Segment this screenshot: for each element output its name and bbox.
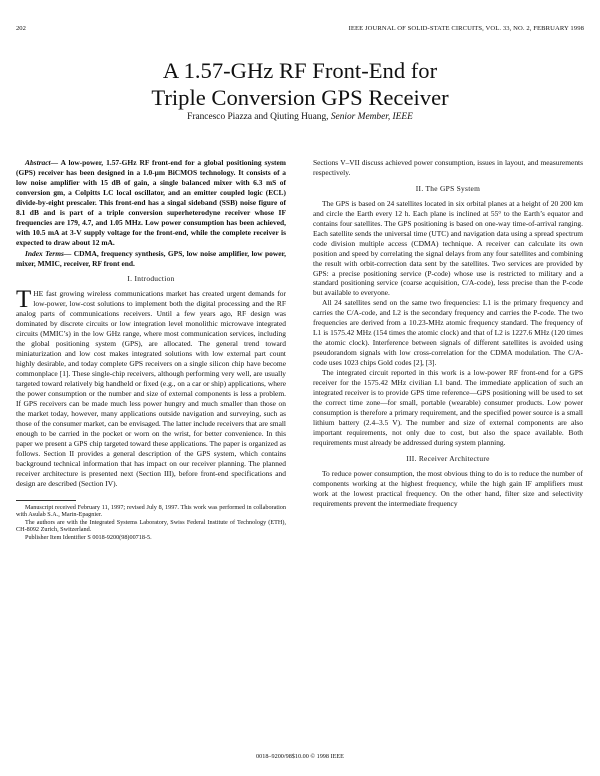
section-heading-gps-system: II. The GPS System: [415, 183, 481, 193]
introduction-text: HE fast growing wireless communications market has created urgent demands for low-power, low-cost solutions to implement both the digital processing and the RF analog parts of communications receivers. Until a few years ago, RF design was dominated by discrete circuits or low integration level monolithic microwave integrated circuits (MMIC’s) in the low GHz range, where most communication services, including the global positioning system (GPS), are allocated. The general trend toward miniaturization and low cost makes integrated solutions with low external part count highly desirable, and today complete GPS receivers on a single silicon chip have become commonplace [1]. These single-chip receivers, although performing very well, are usually targeted toward relatively big handheld or fixed (e.g., on a car or ship) applications, where the power consumption or the number and size of external components is less a problem. If GPS receivers can be made much less power hungry and much smaller than those on the market today, however, many applications outside navigation and surveying, such as those of the consumer market, can be envisaged. The latter include receivers that are small enough to be carried in the pocket or worn on the wrist, for better convenience. In this paper we present a GPS chip targeted toward these applications. The paper is organized as follows. Section II provides a general description of the GPS system, which contains background technical information that has impact on our receiver planning. The planned receiver architecture is presented next (Section III), before front-end specifications and design are described (Section IV).: [16, 289, 286, 488]
title-line-1: A 1.57-GHz RF Front-End for: [162, 58, 438, 83]
section-heading-introduction: I. Introduction: [127, 274, 175, 284]
introduction-paragraph: [16, 286, 286, 488]
paper-title: [0, 57, 600, 111]
page-number: 202: [16, 25, 26, 32]
left-column: [16, 158, 286, 541]
index-terms-label: Index Terms—: [25, 248, 72, 258]
footnote-publisher: Publisher Item Identifier S 0018-9200(98)00718-5.: [25, 533, 152, 541]
footnote-divider: [16, 500, 76, 501]
right-column: [313, 158, 583, 508]
gps-paragraph-3: The integrated circuit reported in this work is a low-power RF front-end for a GPS receiver for the 1575.42 MHz civilian L1 band. The immediate application of such an integrated receiver is to provide GPS time reference—GPS positioning will be used to set the correct time zone—for small, portable (wearable) consumer products. Low power consumption is therefore a primary requirement, and the specified power source is a small lithium battery (2.4–3.5 V). The number and size of external components are also important requirements, not only due to cost, but also the space available. Both requirements must already be addressed during system planning.: [313, 368, 583, 447]
footnote-received: Manuscript received February 11, 1997; revised July 8, 1997. This work was performed in collaboration with Asulab S.A., Marin-Epagnier.: [16, 503, 286, 519]
abstract-text: A low-power, 1.57-GHz RF front-end for a global positioning system (GPS) receiver has been designed in a 1.0-μm BiCMOS technology. It consists of a low noise amplifier with 15 dB of gain, a single balanced mixer with 6.3 mS of conversion gm, a Colpitts LC local oscillator, and an emitter coupled logic (ECL) divide-by-eight prescaler. This front-end has a singal sideband (SSB) noise figure of 8.1 dB and is part of a triple conversion superheterodyne receiver whose IF frequencies are 179, 4.7, and 1.05 MHz. Low power consumption has been achieved, with 10.5 mA at 3-V supply voltage for the front-end, while the complete receiver is expected to draw about 12 mA.: [16, 158, 286, 247]
author-line: [0, 112, 600, 122]
architecture-paragraph-1: To reduce power consumption, the most obvious thing to do is to reduce the number of components working at the highest frequency, while the high gain IF amplifiers must work at the lowest practical frequency. On the other hand, filter size and selectivity requirements prevent the intermediate frequency: [313, 468, 583, 508]
index-terms: [16, 249, 286, 269]
copyright-line: 0018–9200/98$10.00 © 1998 IEEE: [256, 753, 344, 760]
abstract-label: Abstract—: [25, 158, 59, 167]
footnote-affiliation: The authors are with the Integrated Systems Laboratory, Swiss Federal Institute of Technology (ETH), CH-8092 Zurich, Switzerland.: [16, 518, 286, 534]
gps-paragraph-2: All 24 satellites send on the same two frequencies: L1 is the primary frequency and carries the C/A-code, and L2 is the secondary frequency and carries the P-code. The two frequencies are derived from a 10.23-MHz atomic frequency standard. The frequency of L1 is 1575.42 MHz (154 times the atomic clock) and that of L2 is 1227.6 MHz (120 times the atomic clock). Interference between signals of different satellites is avoided using pseudorandom signals with low cross-correlation for the CDMA modulation. The C/A-code uses 1023 chips Gold codes [2], [3].: [313, 298, 583, 368]
gps-paragraph-1: The GPS is based on 24 satellites located in six orbital planes at a height of 20 200 km and circle the Earth every 12 h. Each plane is inclined at 55° to the Earth’s equator and contains four satellites. The GPS positioning is based on one-way time-of-arrival ranging. Each satellite sends the universal time (UTC) and navigation data using a spread spectrum code division multiple access (CDMA) technique. A receiver can calculate its own position and speed by correlating the signal delays from any four satellites and combining the result with orbit-correction data sent by the satellites. Two services are provided by GPS: a precise positioning service (P-code) whose use is restricted to military and a standard positioning service (coarse acquisition, C/A-code), less precise than the P-code but available to everyone.: [313, 198, 583, 298]
section-heading-receiver-architecture: III. Receiver Architecture: [406, 453, 490, 463]
title-line-2: Triple Conversion GPS Receiver: [151, 85, 449, 110]
introduction-continuation: Sections V–VII discuss achieved power consumption, issues in layout, and measurements respectively.: [313, 158, 583, 177]
index-terms-text: CDMA, frequency synthesis, GPS, low noise amplifier, low power, mixer, MMIC, receiver, RF front end.: [16, 248, 286, 268]
running-head: [16, 25, 584, 35]
abstract: [16, 158, 286, 248]
author-names: Francesco Piazza and Qiuting Huang,: [187, 112, 329, 122]
journal-citation: IEEE JOURNAL OF SOLID-STATE CIRCUITS, VOL. 33, NO. 2, FEBRUARY 1998: [348, 25, 584, 32]
author-membership: Senior Member, IEEE: [330, 112, 413, 122]
drop-cap: T: [16, 286, 32, 314]
